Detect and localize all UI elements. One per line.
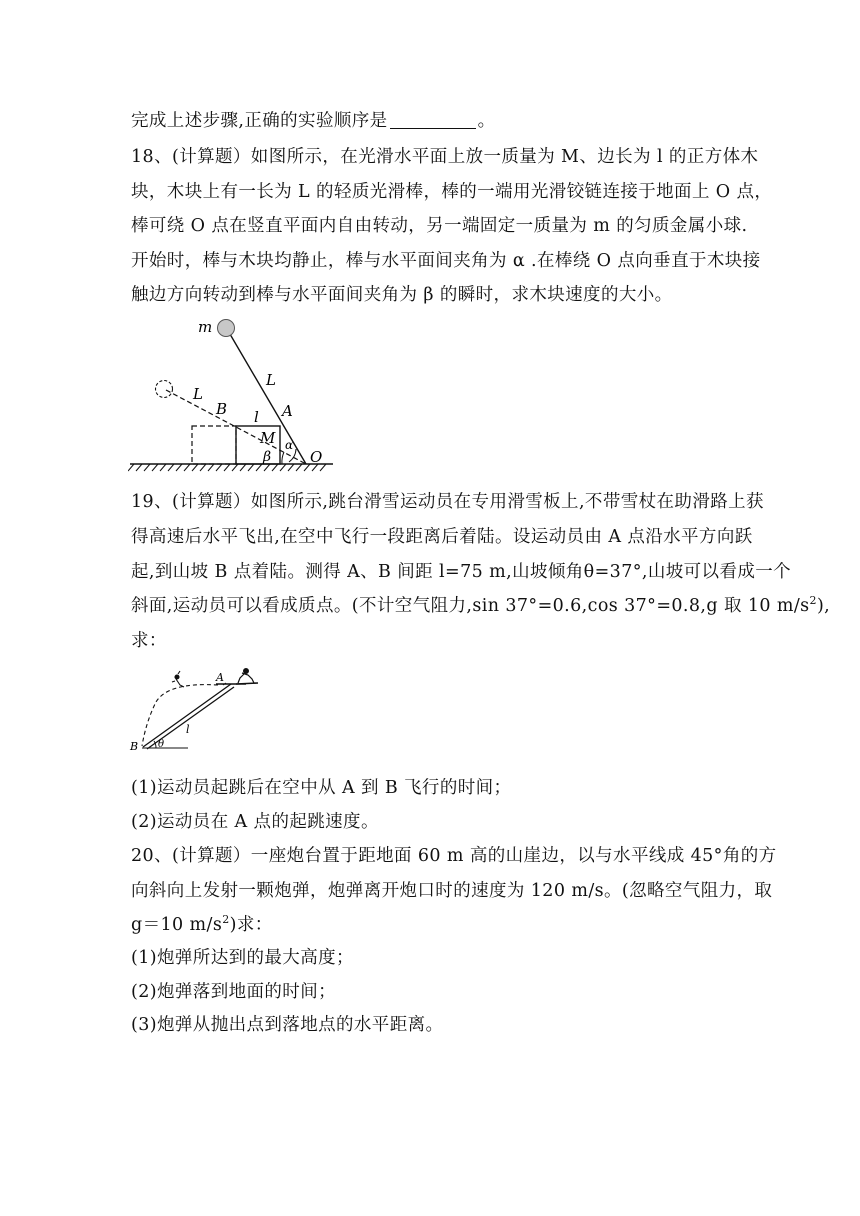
label-m: m (198, 318, 213, 336)
q18-line-4: 开始时，棒与木块均静止，棒与水平面间夹角为 α .在棒绕 O 点向垂直于木块接 (131, 251, 761, 271)
block-initial-dashed (192, 426, 236, 464)
q18-figure (128, 312, 348, 472)
label-l: l (186, 723, 190, 736)
q20-line-3-text: g＝10 m/s (131, 915, 223, 935)
label-A: A (216, 671, 224, 684)
q19-line-4 (131, 594, 831, 618)
label-l: l (254, 408, 259, 426)
label-beta: β (263, 449, 272, 465)
intro-text: 完成上述步骤,正确的实验顺序是 (131, 111, 388, 131)
q19-line-5: 求： (131, 631, 167, 651)
q19-part-1: (1)运动员起跳后在空中从 A 到 B 飞行的时间； (131, 778, 512, 798)
q18-line-2: 块，木块上有一长为 L 的轻质光滑棒，棒的一端用光滑铰链连接于地面上 O 点， (131, 182, 773, 202)
intro-end: 。 (477, 111, 496, 131)
label-B: B (130, 740, 139, 753)
q19-line-1: 19、(计算题）如图所示,跳台滑雪运动员在专用滑雪板上,不带雪杖在助滑路上获 (131, 492, 764, 512)
label-alpha: α (285, 438, 294, 452)
q20-part-2: (2)炮弹落到地面的时间； (131, 982, 336, 1002)
q18-line-3: 棒可绕 O 点在竖直平面内自由转动，另一端固定一质量为 m 的匀质金属小球. (131, 216, 748, 236)
q20-line-2: 向斜向上发射一颗炮弹，炮弹离开炮口时的速度为 120 m/s。(忽略空气阻力，取 (131, 881, 773, 901)
label-L-solid: L (266, 371, 276, 389)
q19-line-2: 得高速后水平飞出,在空中飞行一段距离后着陆。设运动员由 A 点沿水平方向跃 (131, 527, 753, 547)
q20-part-1: (1)炮弹所达到的最大高度； (131, 948, 354, 968)
q20-line-3-sup: 2 (222, 913, 230, 927)
label-B: B (216, 400, 228, 418)
ground-hatch (128, 464, 326, 471)
skier-top-icon (236, 669, 258, 684)
q18-line-5: 触边方向转动到棒与水平面间夹角为 β 的瞬时，求木块速度的大小。 (131, 285, 673, 305)
slope-line-1 (143, 684, 231, 747)
q20-line-1: 20、(计算题）一座炮台置于距地面 60 m 高的山崖边，以与水平线成 45°角的方 (131, 846, 777, 866)
q19-line-4-end: ), (816, 596, 831, 616)
q20-line-3-end: )求： (229, 915, 273, 935)
q18-line-1: 18、(计算题）如图所示，在光滑水平面上放一质量为 M、边长为 l 的正方体木 (131, 147, 759, 167)
label-theta: θ (158, 739, 165, 750)
q19-line-3: 起,到山坡 B 点着陆。测得 A、B 间距 l=75 m,山坡倾角θ=37°,山坡可以看成一个 (131, 562, 792, 582)
label-A: A (282, 402, 293, 420)
trajectory-dashed (142, 685, 218, 746)
skier-flying-icon (172, 671, 184, 687)
q19-line-4-sup: 2 (809, 594, 817, 608)
q19-line-4-text: 斜面,运动员可以看成质点。(不计空气阻力,sin 37°=0.6,cos 37°=0.8,g 取 10 m/s (131, 596, 810, 616)
q19-part-2: (2)运动员在 A 点的起跳速度。 (131, 812, 379, 832)
answer-blank[interactable] (390, 110, 476, 129)
q19-figure (128, 662, 278, 760)
q20-line-3 (131, 913, 741, 937)
label-L-dashed: L (193, 385, 203, 403)
ball-dashed (156, 381, 173, 398)
q20-part-3: (3)炮弹从抛出点到落地点的水平距离。 (131, 1015, 444, 1035)
label-M: M (260, 429, 276, 447)
ball-m (218, 320, 235, 337)
label-O: O (310, 448, 323, 466)
angle-beta-arc (282, 452, 284, 464)
intro-line (131, 109, 741, 133)
